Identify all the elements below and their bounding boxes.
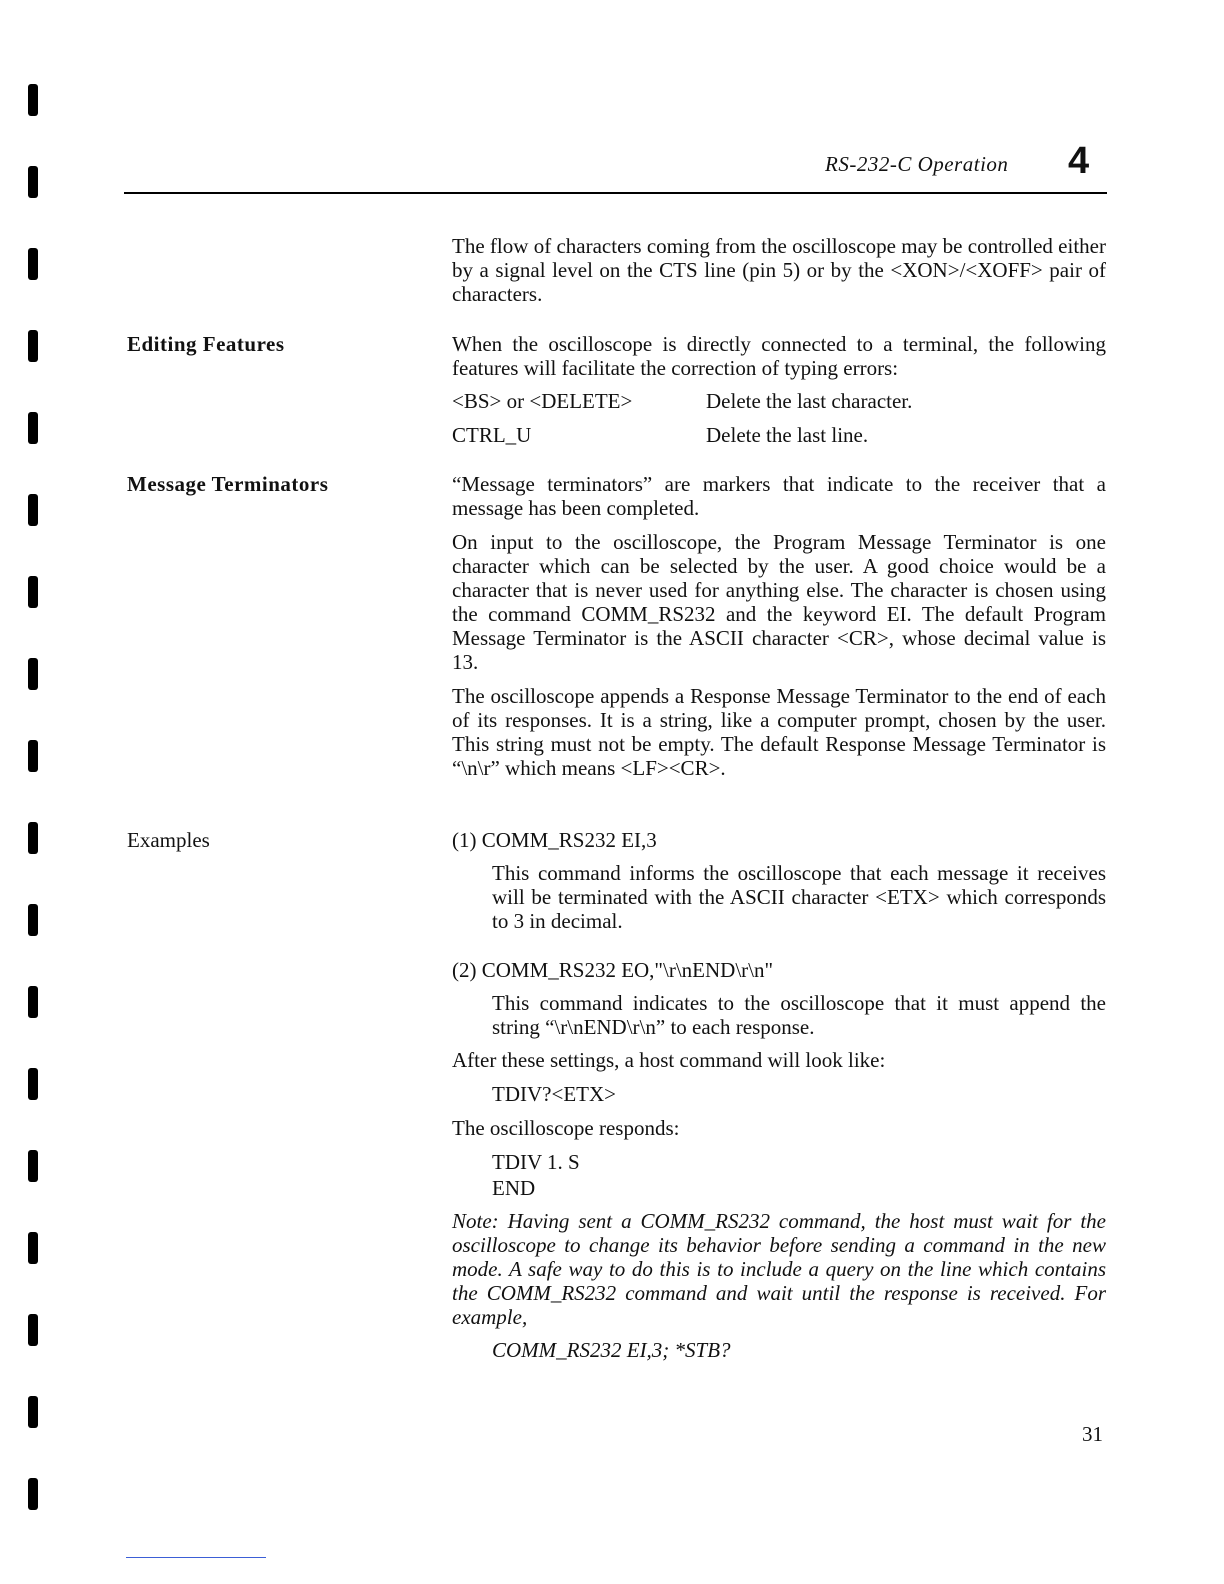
header-rule (124, 192, 1107, 194)
binder-hole (28, 166, 38, 198)
binder-hole (28, 822, 38, 854)
footer-rule (126, 1557, 266, 1558)
examples-heading: Examples (127, 828, 210, 852)
editing-key: <BS> or <DELETE> (452, 389, 633, 413)
note-paragraph: Note: Having sent a COMM_RS232 command, the host must wait for the oscilloscope to change its behavior before sending a command in the new mode. A safe way to do this is to include a query on the line which contains the COMM_RS232 command and wait until the response is received. For example, (452, 1209, 1106, 1329)
editing-key-description: Delete the last character. (706, 389, 913, 413)
terminators-paragraph: On input to the oscilloscope, the Program Message Terminator is one character which can be selected by the user. A good choice would be a character that is never used for anything else. The character is chosen using the command COMM_RS232 and the keyword EI. The default Program Message Terminator is the ASCII character <CR>, whose decimal value is 13. (452, 530, 1106, 674)
editing-key: CTRL_U (452, 423, 532, 447)
binder-hole (28, 84, 38, 116)
binder-hole (28, 1396, 38, 1428)
response-line: TDIV 1. S (492, 1150, 580, 1174)
binder-hole (28, 330, 38, 362)
example-label: (1) COMM_RS232 EI,3 (452, 828, 657, 852)
binder-hole (28, 1314, 38, 1346)
response-line: END (492, 1176, 536, 1200)
binder-hole (28, 740, 38, 772)
terminators-paragraph: “Message terminators” are markers that indicate to the receiver that a message has been completed. (452, 472, 1106, 520)
example-description: This command informs the oscilloscope that each message it receives will be terminated with the ASCII character <ETX> which corresponds to 3 in decimal. (492, 861, 1106, 933)
binder-hole (28, 412, 38, 444)
editing-features-heading: Editing Features (127, 332, 285, 356)
chapter-number: 4 (1068, 140, 1090, 182)
binder-hole (28, 248, 38, 280)
binder-hole (28, 494, 38, 526)
host-command: TDIV?<ETX> (492, 1082, 616, 1106)
running-header-title: RS-232-C Operation (825, 152, 1009, 176)
example-description: This command indicates to the oscilloscope that it must append the string “\r\nEND\r\n” to each response. (492, 991, 1106, 1039)
binder-hole (28, 576, 38, 608)
binder-hole (28, 904, 38, 936)
page-number: 31 (1082, 1422, 1103, 1446)
terminators-paragraph: The oscilloscope appends a Response Message Terminator to the end of each of its responses. It is a string, like a computer prompt, chosen by the user. This string must not be empty. The default Response Message Terminator is “\n\r” which means <LF><CR>. (452, 684, 1106, 780)
binder-hole (28, 1478, 38, 1510)
editing-key-description: Delete the last line. (706, 423, 869, 447)
binder-hole (28, 986, 38, 1018)
responds-label: The oscilloscope responds: (452, 1116, 680, 1140)
binder-hole (28, 1068, 38, 1100)
message-terminators-heading: Message Terminators (127, 472, 329, 496)
note-example: COMM_RS232 EI,3; *STB? (492, 1338, 731, 1362)
binder-hole (28, 1150, 38, 1182)
binder-hole (28, 1232, 38, 1264)
after-settings-text: After these settings, a host command will look like: (452, 1048, 886, 1072)
binder-hole (28, 658, 38, 690)
flow-control-paragraph: The flow of characters coming from the oscilloscope may be controlled either by a signal level on the CTS line (pin 5) or by the <XON>/<XOFF> pair of characters. (452, 234, 1106, 306)
editing-features-intro: When the oscilloscope is directly connected to a terminal, the following features will facilitate the correction of typing errors: (452, 332, 1106, 380)
example-label: (2) COMM_RS232 EO,"\r\nEND\r\n" (452, 958, 774, 982)
